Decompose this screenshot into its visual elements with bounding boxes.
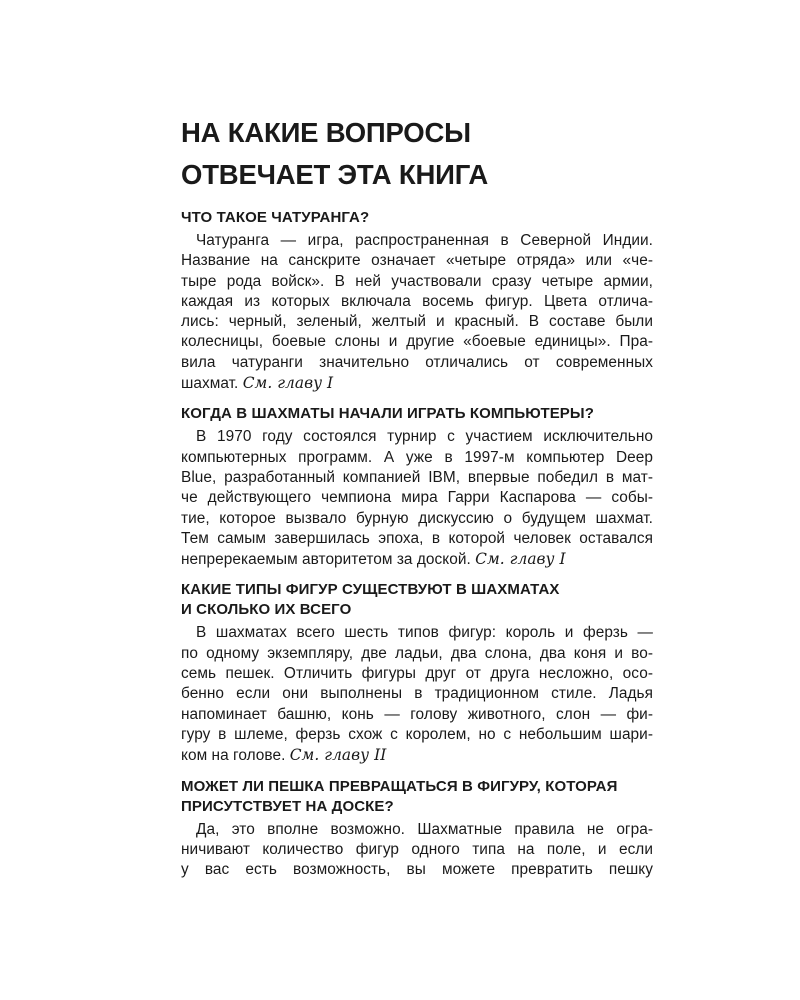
chapter-reference: См. главу I (475, 550, 566, 569)
answer-line (181, 684, 653, 704)
answer-line-text: семь пешек. Отличить фигуры друг от друга несложно, осо- (181, 665, 653, 683)
answer-line-text: ком на голове. (181, 747, 286, 765)
question-heading (181, 777, 653, 817)
page-title (181, 112, 653, 196)
answer-line (181, 529, 653, 549)
chapter-reference: См. главу II (289, 746, 387, 765)
question-heading-line: ПРИСУТСТВУЕТ НА ДОСКЕ? (181, 797, 394, 815)
answer-line-text: Да, это вполне возможно. Шахматные правила не огра- (196, 820, 653, 838)
answer-line (181, 820, 653, 840)
answer-line (181, 623, 653, 643)
answer-line (181, 312, 653, 332)
answer-line-text: лись: черный, зеленый, желтый и красный. В составе были (181, 313, 653, 331)
answer-line-text: каждая из которых включала восемь фигур. Цвета отлича- (181, 292, 653, 310)
page-title-line: НА КАКИЕ ВОПРОСЫ (181, 117, 471, 148)
answer-line (181, 509, 653, 529)
answer-line-text: у вас есть возможность, вы можете превратить пешку (181, 861, 653, 879)
answer-paragraph (181, 427, 653, 570)
question-heading-line: МОЖЕТ ЛИ ПЕШКА ПРЕВРАЩАТЬСЯ В ФИГУРУ, КОТОРАЯ (181, 777, 618, 795)
answer-line (181, 840, 653, 860)
answer-line-text: Тем самым завершилась эпоха, в которой человек оставался (181, 529, 653, 547)
answer-line-text: колесницы, боевые слоны и другие «боевые единицы». Пра- (181, 333, 653, 351)
question-heading-line: И СКОЛЬКО ИХ ВСЕГО (181, 601, 352, 619)
answer-line (181, 272, 653, 292)
answer-line-text: непререкаемым авторитетом за доской. (181, 551, 471, 569)
question-heading-line: КАКИЕ ТИПЫ ФИГУР СУЩЕСТВУЮТ В ШАХМАТАХ (181, 581, 560, 599)
answer-line (181, 251, 653, 271)
answer-line (181, 468, 653, 488)
answer-line-text: В 1970 году состоялся турнир с участием исключительно (196, 428, 653, 446)
question-heading (181, 404, 653, 424)
faq-section (181, 404, 653, 570)
answer-line (181, 488, 653, 508)
answer-line-text: В шахматах всего шесть типов фигур: король и ферзь — (196, 624, 653, 642)
answer-line-text: тыре рода войск». В ней участвовали сразу четыре армии, (181, 272, 653, 290)
answer-line (181, 644, 653, 664)
answer-paragraph (181, 820, 653, 881)
question-heading (181, 208, 653, 228)
answer-paragraph (181, 623, 653, 766)
answer-line (181, 427, 653, 447)
answer-line-text: вила чатуранги значительно отличались от современных (181, 353, 653, 371)
faq-section (181, 580, 653, 766)
answer-line (181, 231, 653, 251)
faq-section (181, 208, 653, 394)
faq-sections (181, 208, 653, 880)
answer-line-text: Blue, разработанный компанией IBM, впервые победил в мат- (181, 468, 653, 486)
answer-line-text: шахмат. (181, 375, 239, 393)
faq-section (181, 777, 653, 881)
answer-line-text: Чатуранга — игра, распространенная в Северной Индии. (196, 232, 653, 249)
answer-line (181, 725, 653, 745)
answer-line-text: Название на санскрите означает «четыре отряда» или «че- (181, 252, 653, 270)
answer-line (181, 373, 653, 394)
answer-line-text: ничивают количество фигур одного типа на поле, и если (181, 840, 653, 858)
answer-line (181, 332, 653, 352)
chapter-reference: См. главу I (242, 374, 334, 393)
page-title-line: ОТВЕЧАЕТ ЭТА КНИГА (181, 159, 489, 190)
book-page (181, 112, 653, 890)
question-heading-line: ЧТО ТАКОЕ ЧАТУРАНГА? (181, 209, 370, 226)
answer-line (181, 860, 653, 880)
answer-line (181, 292, 653, 312)
answer-line (181, 549, 653, 570)
answer-line (181, 745, 653, 766)
answer-line-text: бенно если они выполнены в традиционном стиле. Ладья (181, 685, 653, 703)
answer-line-text: компьютерных программ. А уже в 1997-м компьютер Deep (181, 448, 653, 466)
answer-paragraph (181, 231, 653, 394)
answer-line (181, 664, 653, 684)
question-heading (181, 580, 653, 620)
answer-line-text: гуру в шлеме, ферзь схож с королем, но с небольшим шари- (181, 725, 653, 743)
answer-line-text: че действующего чемпиона мира Гарри Каспарова — собы- (181, 489, 653, 507)
answer-line (181, 705, 653, 725)
question-heading-line: КОГДА В ШАХМАТЫ НАЧАЛИ ИГРАТЬ КОМПЬЮТЕРЫ? (181, 405, 594, 423)
answer-line (181, 448, 653, 468)
answer-line (181, 353, 653, 373)
answer-line-text: тие, которое вызвало бурную дискуссию о будущем шахмат. (181, 509, 653, 527)
answer-line-text: напоминает башню, конь — голову животного, слон — фи- (181, 705, 653, 723)
answer-line-text: по одному экземпляру, две ладьи, два слона, два коня и во- (181, 644, 653, 662)
